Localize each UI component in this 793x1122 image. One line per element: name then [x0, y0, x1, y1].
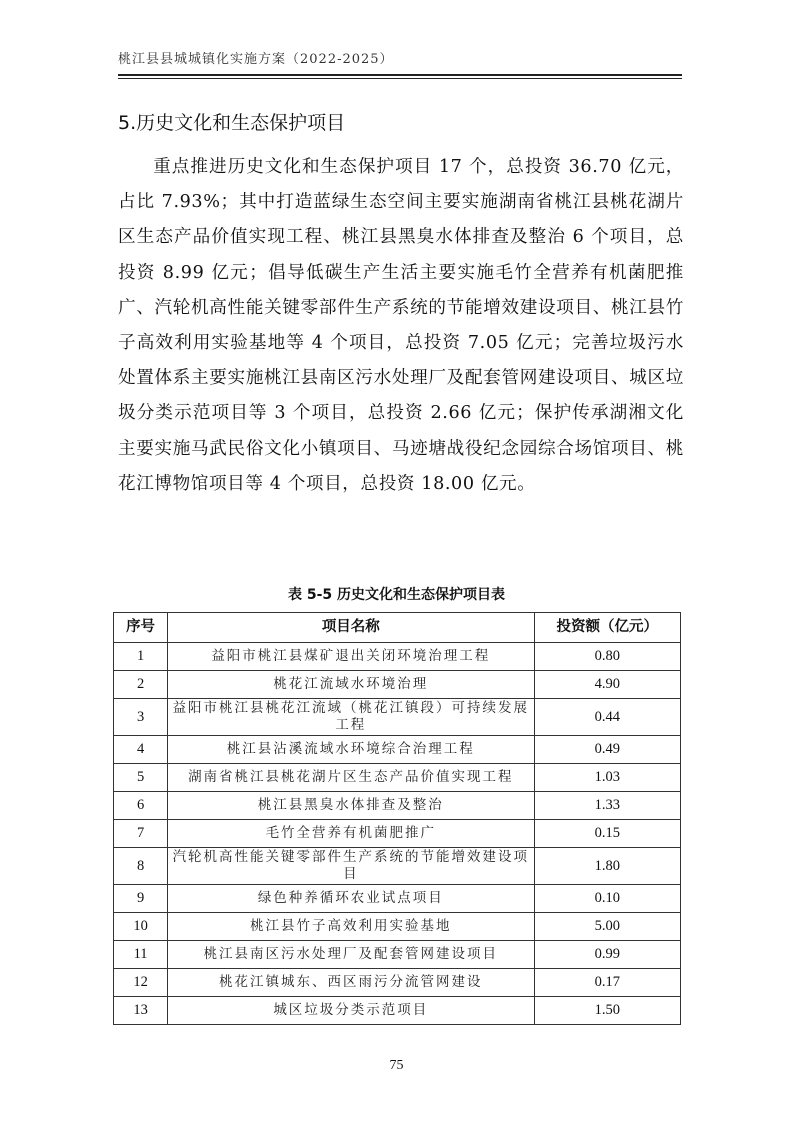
row-index: 3 [114, 699, 168, 736]
table-row [114, 792, 681, 820]
row-project-name: 益阳市桃江县桃花江流域（桃花江镇段）可持续发展工程 [168, 699, 534, 736]
row-project-name: 桃江县竹子高效利用实验基地 [168, 913, 534, 941]
row-index: 12 [114, 969, 168, 997]
row-project-name: 毛竹全营养有机菌肥推广 [168, 820, 534, 848]
row-index: 5 [114, 764, 168, 792]
row-amount: 1.33 [534, 792, 681, 820]
projects-table [113, 612, 681, 1025]
row-index: 10 [114, 913, 168, 941]
table-row [114, 671, 681, 699]
row-amount: 1.03 [534, 764, 681, 792]
table-caption: 表 5-5 历史文化和生态保护项目表 [287, 587, 506, 603]
row-project-name: 益阳市桃江县煤矿退出关闭环境治理工程 [168, 643, 534, 671]
row-project-name: 湖南省桃江县桃花湖片区生态产品价值实现工程 [168, 764, 534, 792]
column-header-index: 序号 [114, 613, 168, 643]
row-project-name: 绿色种养循环农业试点项目 [168, 885, 534, 913]
row-project-name: 桃花江流域水环境治理 [168, 671, 534, 699]
table-row [114, 820, 681, 848]
row-amount: 1.50 [534, 997, 681, 1025]
row-amount: 0.15 [534, 820, 681, 848]
row-index: 6 [114, 792, 168, 820]
table-row [114, 913, 681, 941]
row-amount: 1.80 [534, 848, 681, 885]
row-amount: 4.90 [534, 671, 681, 699]
row-index: 11 [114, 941, 168, 969]
table-row [114, 764, 681, 792]
row-project-name: 桃花江镇城东、西区雨污分流管网建设 [168, 969, 534, 997]
row-index: 2 [114, 671, 168, 699]
row-amount: 0.44 [534, 699, 681, 736]
row-amount: 0.49 [534, 736, 681, 764]
header-divider [118, 74, 682, 79]
row-project-name: 桃江县黑臭水体排查及整治 [168, 792, 534, 820]
section-heading: 5.历史文化和生态保护项目 [118, 112, 346, 134]
row-amount: 0.10 [534, 885, 681, 913]
table-row [114, 997, 681, 1025]
table-row [114, 885, 681, 913]
body-paragraph: 重点推进历史文化和生态保护项目 17 个，总投资 36.70 亿元，占比 7.93%；其中打造蓝绿生态空间主要实施湖南省桃江县桃花湖片区生态产品价值实现工程、桃江县黑臭水体排查及整治 6 个项目，总投资 8.99 亿元；倡导低碳生产生活主要实施毛竹全营养有机菌肥推广、汽轮机高性能关键零部件生产系统的节能增效建设项目、桃江县竹子高效利用实验基地等 4 个项目，总投资 7.05 亿元；完善垃圾污水处置体系主要实施桃江县南区污水处理厂及配套管网建设项目、城区垃圾分类示范项目等 3 个项目，总投资 2.66 亿元；保护传承湖湘文化主要实施马武民俗文化小镇项目、马迹塘战役纪念园综合场馆项目、桃花江博物馆项目等 4 个项目，总投资 18.00 亿元。 [118, 157, 684, 494]
row-index: 8 [114, 848, 168, 885]
table-row [114, 736, 681, 764]
table-row [114, 643, 681, 671]
table-body [114, 643, 681, 1025]
table-row [114, 848, 681, 885]
row-index: 1 [114, 643, 168, 671]
row-project-name: 桃江县沾溪流域水环境综合治理工程 [168, 736, 534, 764]
column-header-name: 项目名称 [168, 613, 534, 643]
row-index: 9 [114, 885, 168, 913]
row-index: 13 [114, 997, 168, 1025]
page-number: 75 [389, 1058, 404, 1073]
row-index: 4 [114, 736, 168, 764]
row-index: 7 [114, 820, 168, 848]
table-row [114, 969, 681, 997]
running-header: 桃江县县城城镇化实施方案（2022-2025） [118, 52, 394, 67]
row-project-name: 桃江县南区污水处理厂及配套管网建设项目 [168, 941, 534, 969]
row-project-name: 汽轮机高性能关键零部件生产系统的节能增效建设项目 [168, 848, 534, 885]
table-row [114, 941, 681, 969]
row-amount: 0.99 [534, 941, 681, 969]
table-row [114, 699, 681, 736]
row-amount: 0.17 [534, 969, 681, 997]
table-header-row [114, 613, 681, 643]
row-project-name: 城区垃圾分类示范项目 [168, 997, 534, 1025]
row-amount: 0.80 [534, 643, 681, 671]
row-amount: 5.00 [534, 913, 681, 941]
column-header-amount: 投资额（亿元） [534, 613, 681, 643]
